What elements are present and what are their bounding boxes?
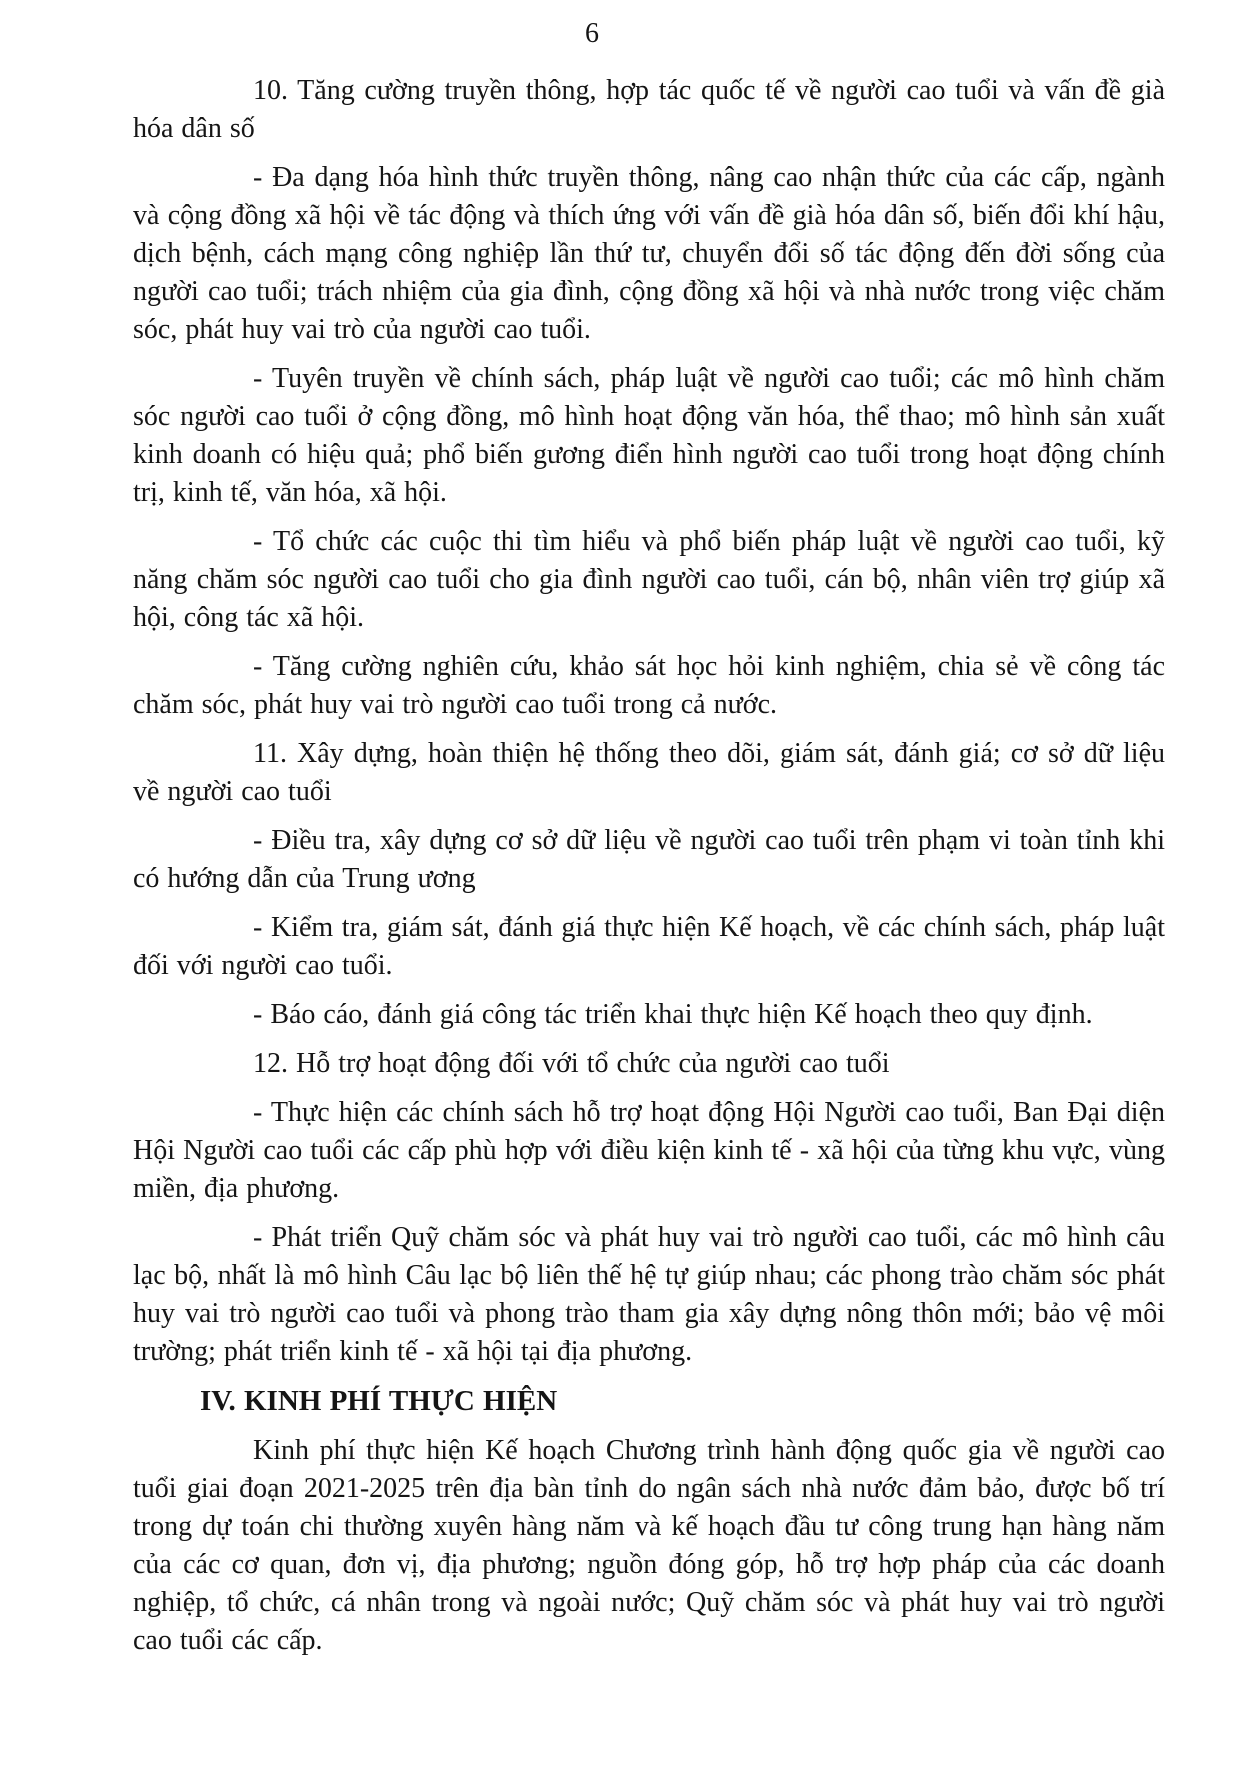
document-body xyxy=(133,72,1165,1671)
paragraph-propaganda-policy: - Tuyên truyền về chính sách, pháp luật về người cao tuổi; các mô hình chăm sóc người cao tuổi ở cộng đồng, mô hình hoạt động văn hóa, thể thao; mô hình sản xuất kinh doanh có hiệu quả; phổ biến gương điển hình người cao tuổi trong hoạt động chính trị, kinh tế, văn hóa, xã hội. xyxy=(133,363,1165,508)
paragraph-survey-database: - Điều tra, xây dựng cơ sở dữ liệu về người cao tuổi trên phạm vi toàn tỉnh khi có hướng dẫn của Trung ương xyxy=(133,825,1165,894)
section-heading-12: 12. Hỗ trợ hoạt động đối với tổ chức của người cao tuổi xyxy=(253,1048,890,1079)
paragraph-communication-diversify: - Đa dạng hóa hình thức truyền thông, nâng cao nhận thức của các cấp, ngành và cộng đồng xã hội về tác động và thích ứng với vấn đề già hóa dân số, biến đổi khí hậu, dịch bệnh, cách mạng công nghiệp lần thứ tư, chuyển đổi số tác động đến đời sống của người cao tuổi; trách nhiệm của gia đình, cộng đồng xã hội và nhà nước trong việc chăm sóc, phát huy vai trò của người cao tuổi. xyxy=(133,162,1165,345)
section-heading-11: 11. Xây dựng, hoàn thiện hệ thống theo dõi, giám sát, đánh giá; cơ sở dữ liệu về người cao tuổi xyxy=(133,738,1165,807)
page-number: 6 xyxy=(585,18,599,49)
section-heading-10: 10. Tăng cường truyền thông, hợp tác quốc tế về người cao tuổi và vấn đề già hóa dân số xyxy=(133,75,1165,144)
paragraph-funding-sources: Kinh phí thực hiện Kế hoạch Chương trình hành động quốc gia về người cao tuổi giai đoạn 2021-2025 trên địa bàn tỉnh do ngân sách nhà nước đảm bảo, được bố trí trong dự toán chi thường xuyên hàng năm và kế hoạch đầu tư công trung hạn hàng năm của các cơ quan, đơn vị, địa phương; nguồn đóng góp, hỗ trợ hợp pháp của các doanh nghiệp, tổ chức, cá nhân trong và ngoài nước; Quỹ chăm sóc và phát huy vai trò người cao tuổi các cấp. xyxy=(133,1435,1165,1656)
paragraph-research-experience: - Tăng cường nghiên cứu, khảo sát học hỏi kinh nghiệm, chia sẻ về công tác chăm sóc, phát huy vai trò người cao tuổi trong cả nước. xyxy=(133,651,1165,720)
paragraph-support-associations: - Thực hiện các chính sách hỗ trợ hoạt động Hội Người cao tuổi, Ban Đại diện Hội Người cao tuổi các cấp phù hợp với điều kiện kinh tế - xã hội của từng khu vực, vùng miền, địa phương. xyxy=(133,1097,1165,1204)
section-heading-iv-funding: IV. KINH PHÍ THỰC HIỆN xyxy=(200,1385,558,1417)
paragraph-fund-clubs: - Phát triển Quỹ chăm sóc và phát huy vai trò người cao tuổi, các mô hình câu lạc bộ, nhất là mô hình Câu lạc bộ liên thế hệ tự giúp nhau; các phong trào chăm sóc phát huy vai trò người cao tuổi và phong trào tham gia xây dựng nông thôn mới; bảo vệ môi trường; phát triển kinh tế - xã hội tại địa phương. xyxy=(133,1222,1165,1367)
paragraph-contests-law: - Tổ chức các cuộc thi tìm hiểu và phổ biến pháp luật về người cao tuổi, kỹ năng chăm sóc người cao tuổi cho gia đình người cao tuổi, cán bộ, nhân viên trợ giúp xã hội, công tác xã hội. xyxy=(133,526,1165,633)
paragraph-reporting: - Báo cáo, đánh giá công tác triển khai thực hiện Kế hoạch theo quy định. xyxy=(253,999,1093,1030)
paragraph-inspection-evaluation: - Kiểm tra, giám sát, đánh giá thực hiện Kế hoạch, về các chính sách, pháp luật đối với người cao tuổi. xyxy=(133,912,1165,981)
